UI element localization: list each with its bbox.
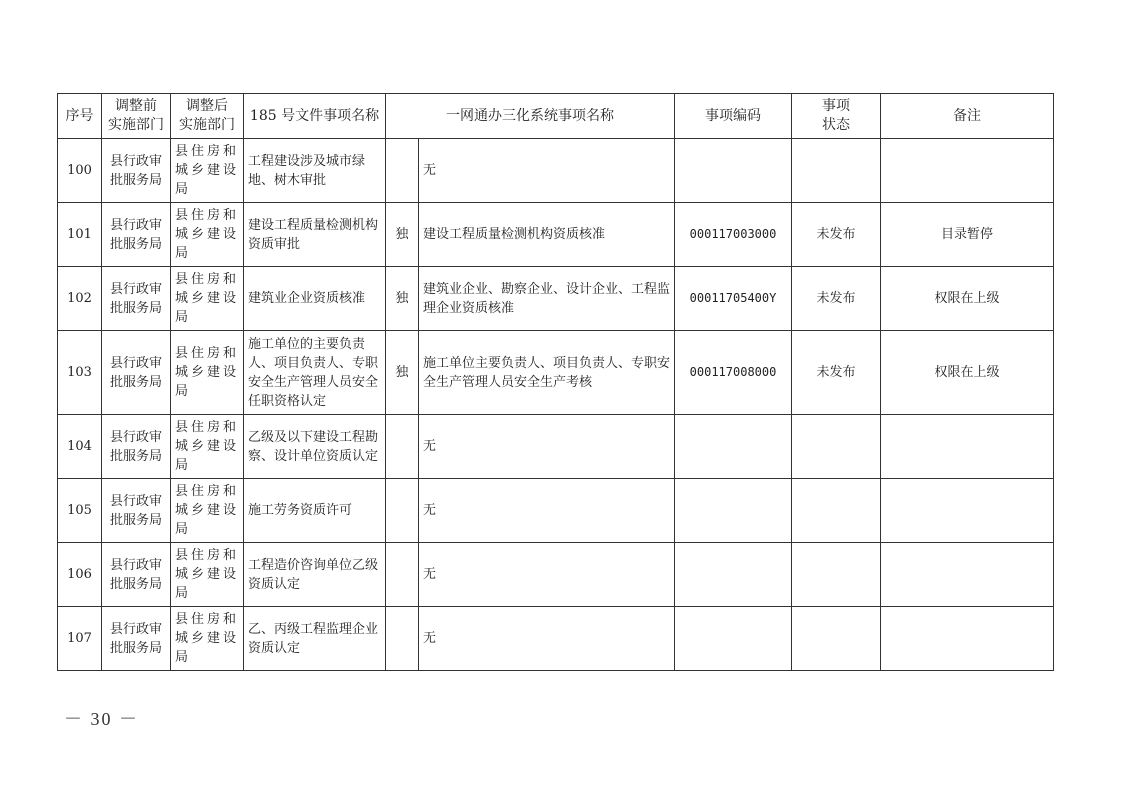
table-row xyxy=(58,543,1054,607)
table-row xyxy=(58,479,1054,543)
row-code: 00011705400Y xyxy=(675,267,792,331)
header-status-text: 事项 状态 xyxy=(822,98,850,133)
row-mark: 独 xyxy=(386,267,419,331)
page-number: － 30 － xyxy=(64,709,139,729)
row-before-dept: 县行政审批服务局 xyxy=(102,139,171,203)
row-system-name: 无 xyxy=(419,139,675,203)
row-status: 未发布 xyxy=(792,267,881,331)
row-status xyxy=(792,139,881,203)
row-after-dept: 县住房和城乡建设局 xyxy=(171,415,244,479)
row-mark: 独 xyxy=(386,331,419,415)
header-code: 事项编码 xyxy=(675,94,792,139)
row-num: 105 xyxy=(58,479,102,543)
row-note xyxy=(881,607,1054,671)
row-mark: 独 xyxy=(386,203,419,267)
row-mark xyxy=(386,543,419,607)
row-after-dept: 县住房和城乡建设局 xyxy=(171,479,244,543)
row-system-name: 建设工程质量检测机构资质核准 xyxy=(419,203,675,267)
table-row xyxy=(58,267,1054,331)
row-num: 102 xyxy=(58,267,102,331)
header-note: 备注 xyxy=(881,94,1054,139)
row-code xyxy=(675,139,792,203)
row-after-dept: 县住房和城乡建设局 xyxy=(171,203,244,267)
row-before-dept: 县行政审批服务局 xyxy=(102,479,171,543)
row-185-name: 工程造价咨询单位乙级资质认定 xyxy=(244,543,386,607)
row-mark xyxy=(386,139,419,203)
row-num: 101 xyxy=(58,203,102,267)
row-system-name: 无 xyxy=(419,415,675,479)
row-num: 106 xyxy=(58,543,102,607)
row-system-name: 无 xyxy=(419,607,675,671)
row-before-dept: 县行政审批服务局 xyxy=(102,543,171,607)
table-row xyxy=(58,331,1054,415)
row-code xyxy=(675,607,792,671)
row-code: 000117008000 xyxy=(675,331,792,415)
row-before-dept: 县行政审批服务局 xyxy=(102,331,171,415)
row-status xyxy=(792,607,881,671)
row-system-name: 无 xyxy=(419,479,675,543)
row-code: 000117003000 xyxy=(675,203,792,267)
row-185-name: 建设工程质量检测机构资质审批 xyxy=(244,203,386,267)
matters-table xyxy=(57,93,1054,671)
row-before-dept: 县行政审批服务局 xyxy=(102,267,171,331)
row-185-name: 施工劳务资质许可 xyxy=(244,479,386,543)
row-status: 未发布 xyxy=(792,203,881,267)
row-after-dept: 县住房和城乡建设局 xyxy=(171,139,244,203)
row-185-name: 建筑业企业资质核准 xyxy=(244,267,386,331)
row-system-name: 建筑业企业、勘察企业、设计企业、工程监理企业资质核准 xyxy=(419,267,675,331)
row-after-dept: 县住房和城乡建设局 xyxy=(171,607,244,671)
header-before-dept xyxy=(102,94,171,139)
row-status xyxy=(792,543,881,607)
row-note: 权限在上级 xyxy=(881,267,1054,331)
row-note xyxy=(881,139,1054,203)
table-row xyxy=(58,139,1054,203)
header-185-name: 185 号文件事项名称 xyxy=(244,94,386,139)
row-before-dept: 县行政审批服务局 xyxy=(102,203,171,267)
row-mark xyxy=(386,607,419,671)
row-185-name: 施工单位的主要负责人、项目负责人、专职安全生产管理人员安全任职资格认定 xyxy=(244,331,386,415)
row-after-dept: 县住房和城乡建设局 xyxy=(171,267,244,331)
table-row xyxy=(58,607,1054,671)
row-note xyxy=(881,415,1054,479)
row-185-name: 乙级及以下建设工程勘察、设计单位资质认定 xyxy=(244,415,386,479)
row-185-name: 乙、丙级工程监理企业资质认定 xyxy=(244,607,386,671)
row-system-name: 施工单位主要负责人、项目负责人、专职安全生产管理人员安全生产考核 xyxy=(419,331,675,415)
row-mark xyxy=(386,415,419,479)
row-code xyxy=(675,415,792,479)
header-after-dept-text: 调整后 实施部门 xyxy=(179,98,235,133)
row-system-name: 无 xyxy=(419,543,675,607)
row-note xyxy=(881,479,1054,543)
row-status: 未发布 xyxy=(792,331,881,415)
header-status xyxy=(792,94,881,139)
row-mark xyxy=(386,479,419,543)
row-note: 目录暂停 xyxy=(881,203,1054,267)
table-row xyxy=(58,203,1054,267)
header-after-dept xyxy=(171,94,244,139)
row-num: 104 xyxy=(58,415,102,479)
row-status xyxy=(792,415,881,479)
row-after-dept: 县住房和城乡建设局 xyxy=(171,331,244,415)
header-system-name: 一网通办三化系统事项名称 xyxy=(386,94,675,139)
header-before-dept-text: 调整前 实施部门 xyxy=(108,98,164,133)
table-row xyxy=(58,415,1054,479)
row-num: 107 xyxy=(58,607,102,671)
row-note: 权限在上级 xyxy=(881,331,1054,415)
row-status xyxy=(792,479,881,543)
row-num: 103 xyxy=(58,331,102,415)
row-code xyxy=(675,479,792,543)
table-header-row xyxy=(58,94,1054,139)
row-code xyxy=(675,543,792,607)
header-num: 序号 xyxy=(58,94,102,139)
row-note xyxy=(881,543,1054,607)
row-185-name: 工程建设涉及城市绿地、树木审批 xyxy=(244,139,386,203)
row-num: 100 xyxy=(58,139,102,203)
row-after-dept: 县住房和城乡建设局 xyxy=(171,543,244,607)
row-before-dept: 县行政审批服务局 xyxy=(102,607,171,671)
row-before-dept: 县行政审批服务局 xyxy=(102,415,171,479)
